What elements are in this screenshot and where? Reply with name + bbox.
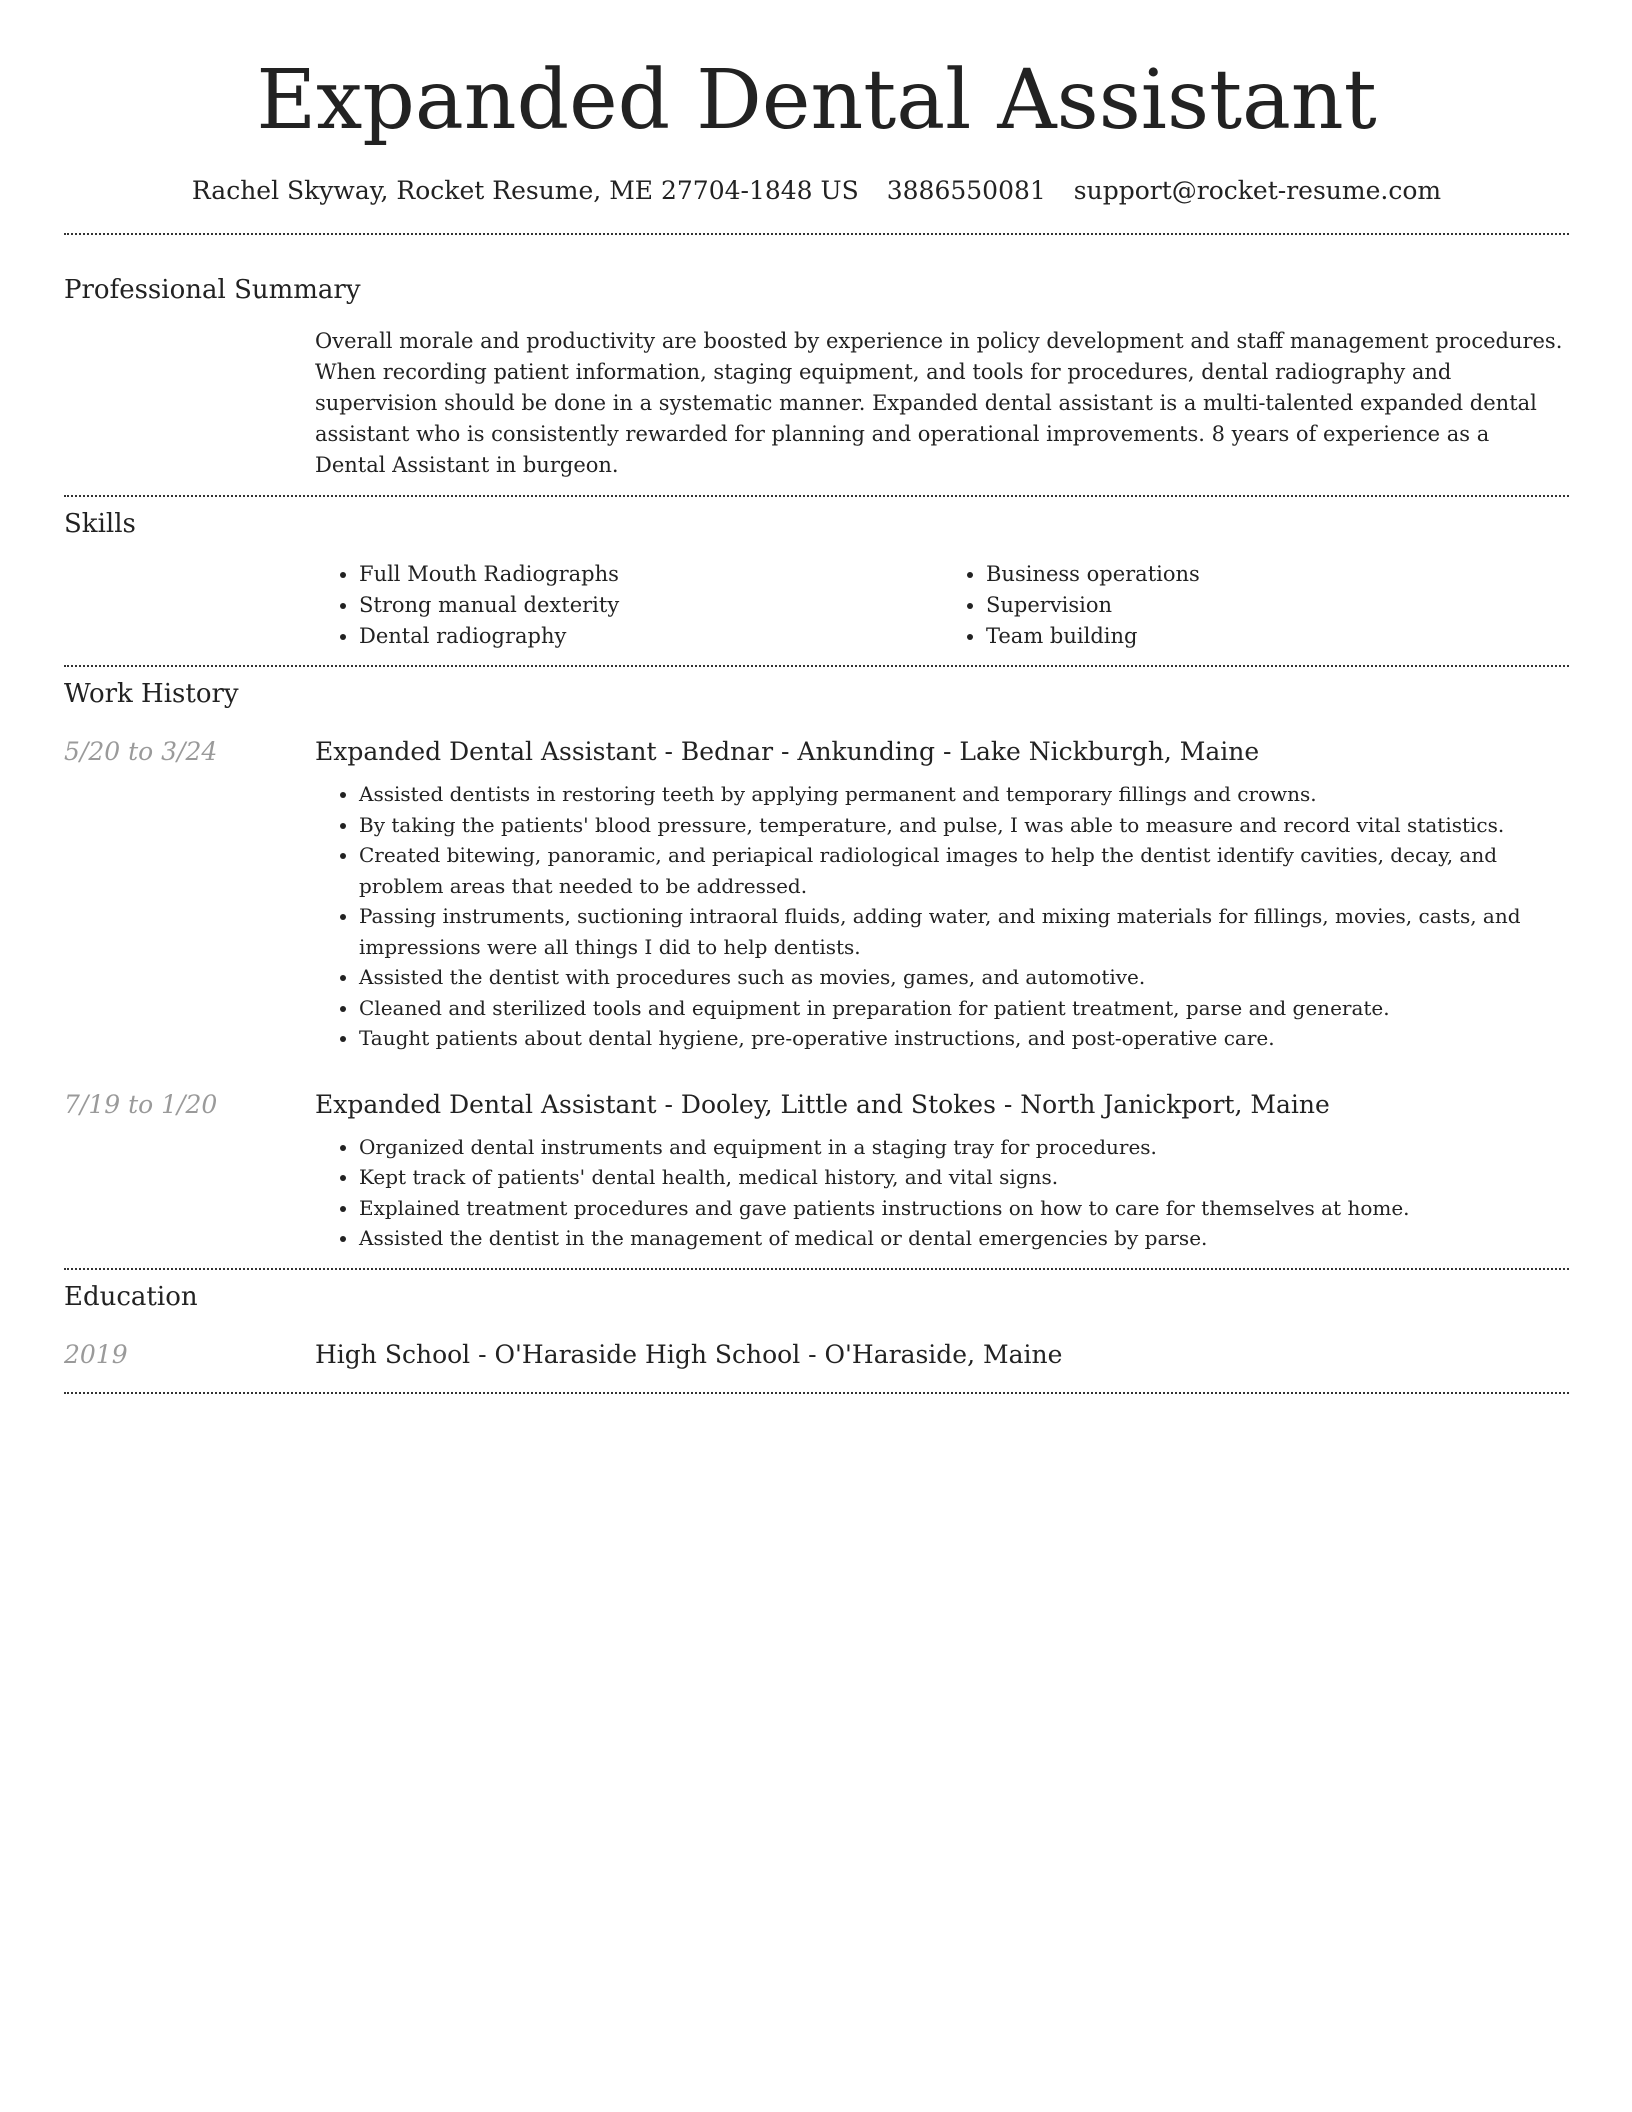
job-employer: - Bednar - Ankunding - Lake Nickburgh, Maine bbox=[656, 737, 1260, 766]
job-title: Expanded Dental Assistant bbox=[315, 1089, 657, 1119]
job-bullets bbox=[315, 1132, 1569, 1254]
section-heading-education: Education bbox=[64, 1281, 198, 1312]
education-year: 2019 bbox=[64, 1339, 128, 1369]
education-details bbox=[315, 1338, 1569, 1372]
contact-phone: 3886550081 bbox=[886, 176, 1046, 205]
section-heading-summary: Professional Summary bbox=[64, 275, 361, 305]
education-degree: High School bbox=[315, 1339, 471, 1369]
job-entry bbox=[64, 735, 1569, 1054]
job-heading bbox=[315, 735, 1569, 769]
divider bbox=[64, 1268, 1569, 1270]
job-bullet: • Assisted the dentist with procedures such as movies, games, and automotive. bbox=[359, 962, 1569, 993]
skill-item: • Full Mouth Radiographs bbox=[359, 559, 942, 590]
job-dates: 5/20 to 3/24 bbox=[64, 737, 218, 766]
job-bullet: • Kept track of patients' dental health, medical history, and vital signs. bbox=[359, 1162, 1569, 1193]
summary-left-col bbox=[64, 326, 315, 481]
summary-right-col bbox=[315, 326, 1569, 481]
skills-list-right bbox=[942, 559, 1569, 652]
skill-item: • Supervision bbox=[986, 590, 1569, 621]
skills-columns bbox=[315, 559, 1569, 652]
job-bullets bbox=[315, 779, 1569, 1054]
summary-text: Overall morale and productivity are boosted by experience in policy development and staff management procedures. When recording patient information, staging equipment, and tools for procedures, dental radiography and supervision should be done in a systematic manner. Expanded dental assistant is a multi-talented expanded dental assistant who is consistently rewarded for planning and operational improvements. 8 years of experience as a Dental Assistant in burgeon. bbox=[315, 329, 1563, 477]
job-bullet: • Assisted dentists in restoring teeth by applying permanent and temporary fillings and crowns. bbox=[359, 779, 1569, 810]
skill-item: • Business operations bbox=[986, 559, 1569, 590]
job-bullet: • By taking the patients' blood pressure, temperature, and pulse, I was able to measure and record vital statistics. bbox=[359, 810, 1569, 841]
contact-email: support@rocket-resume.com bbox=[1073, 176, 1442, 205]
job-bullet: • Passing instruments, suctioning intraoral fluids, adding water, and mixing materials for fillings, movies, casts, and impressions were all things I did to help dentists. bbox=[359, 901, 1569, 962]
resume-page bbox=[64, 0, 1569, 1394]
job-dates: 7/19 to 1/20 bbox=[64, 1089, 218, 1119]
skills-row bbox=[64, 559, 1569, 652]
job-bullet: • Explained treatment procedures and gave patients instructions on how to care for themselves at home. bbox=[359, 1193, 1569, 1224]
section-heading-work: Work History bbox=[64, 679, 239, 709]
job-title: Expanded Dental Assistant bbox=[315, 737, 657, 766]
divider bbox=[64, 665, 1569, 667]
job-employer: - Dooley, Little and Stokes - North Janickport, Maine bbox=[656, 1089, 1330, 1119]
job-bullet: • Cleaned and sterilized tools and equipment in preparation for patient treatment, parse and generate. bbox=[359, 993, 1569, 1024]
section-heading-skills: Skills bbox=[64, 509, 136, 539]
education-school: - O'Haraside High School - O'Haraside, Maine bbox=[470, 1339, 1063, 1369]
skill-item: • Dental radiography bbox=[359, 621, 942, 652]
job-details bbox=[315, 1088, 1569, 1254]
divider bbox=[64, 495, 1569, 497]
resume-title: Expanded Dental Assistant bbox=[256, 53, 1377, 148]
job-bullet: • Created bitewing, panoramic, and periapical radiological images to help the dentist identify cavities, decay, and problem areas that needed to be addressed. bbox=[359, 840, 1569, 901]
divider bbox=[64, 1392, 1569, 1394]
skill-item: • Team building bbox=[986, 621, 1569, 652]
divider bbox=[64, 233, 1569, 235]
job-bullet: • Assisted the dentist in the management of medical or dental emergencies by parse. bbox=[359, 1223, 1569, 1254]
education-entry bbox=[64, 1338, 1569, 1372]
job-heading bbox=[315, 1088, 1569, 1122]
job-details bbox=[315, 735, 1569, 1054]
job-entry bbox=[64, 1088, 1569, 1254]
job-bullet: • Organized dental instruments and equipment in a staging tray for procedures. bbox=[359, 1132, 1569, 1163]
skill-item: • Strong manual dexterity bbox=[359, 590, 942, 621]
job-bullet: • Taught patients about dental hygiene, pre-operative instructions, and post-operative care. bbox=[359, 1023, 1569, 1054]
skills-left-col bbox=[64, 559, 315, 652]
skills-list-left bbox=[315, 559, 942, 652]
contact-address: Rachel Skyway, Rocket Resume, ME 27704-1848 US bbox=[191, 176, 859, 205]
summary-row bbox=[64, 326, 1569, 481]
contact-line bbox=[64, 174, 1569, 208]
education-heading bbox=[315, 1338, 1569, 1372]
